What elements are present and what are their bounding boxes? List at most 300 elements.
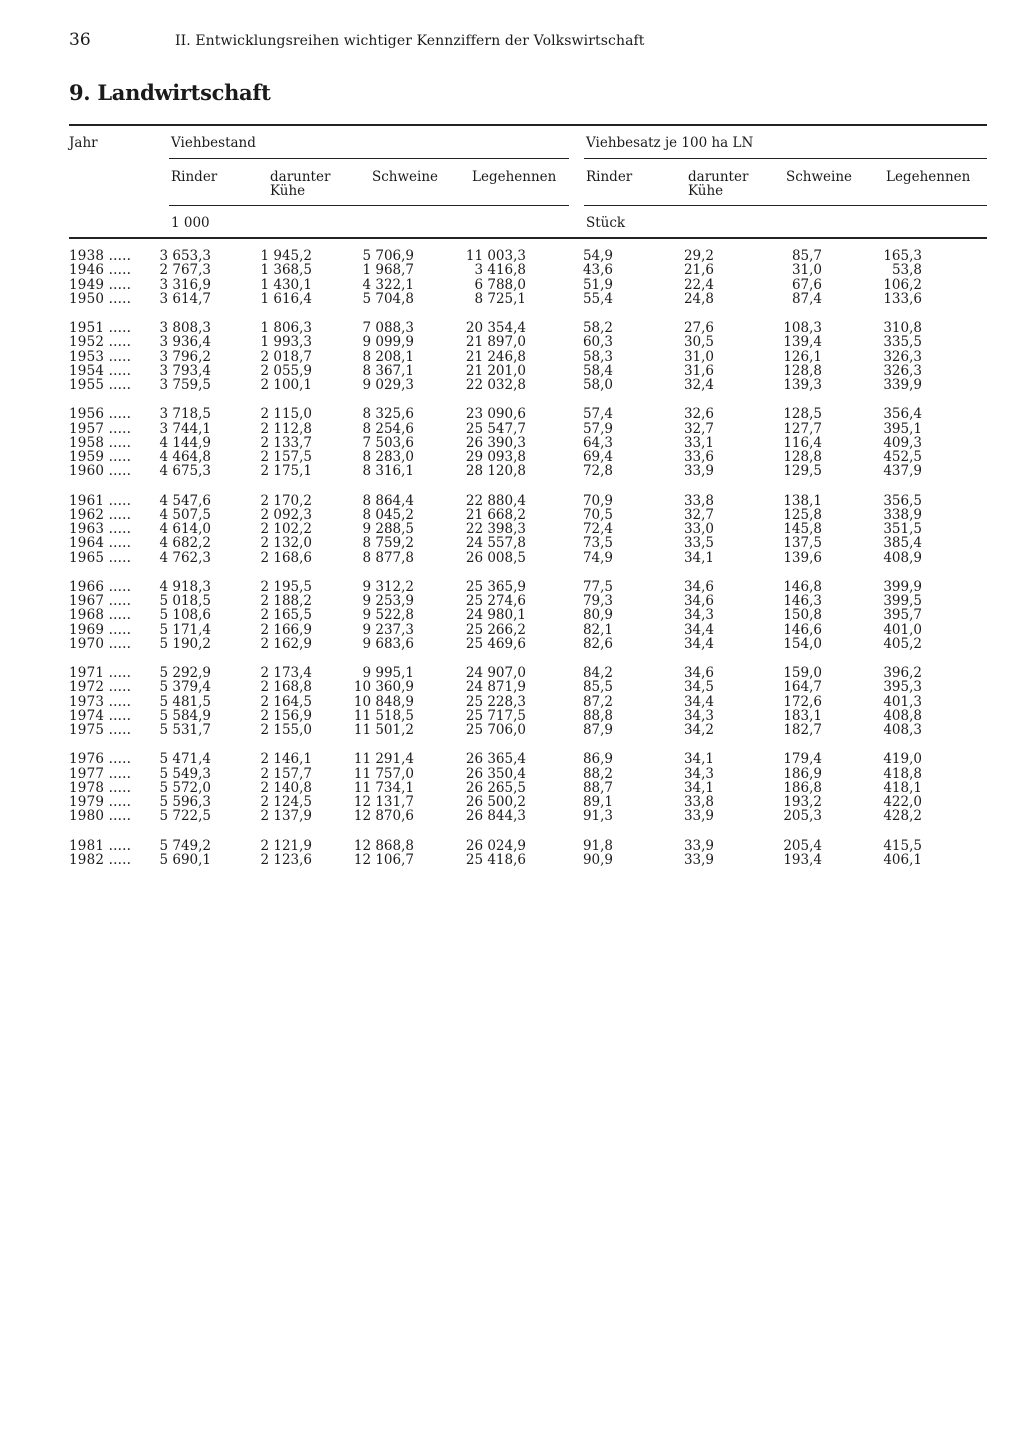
- table-cell: 33,9: [683, 837, 714, 854]
- table-cell: 34,5: [683, 679, 714, 696]
- table-cell: 30,5: [683, 334, 714, 351]
- table-cell: 172,6: [783, 693, 822, 710]
- table-cell: 21 897,0: [465, 334, 526, 351]
- table-cell: 8 367,1: [362, 362, 414, 379]
- table-cell: 24 557,8: [465, 535, 526, 552]
- table-cell: 11 734,1: [353, 779, 414, 796]
- table-cell: 34,3: [683, 607, 714, 624]
- unit-label-viehbesatz: Stück: [586, 215, 626, 231]
- table-cell: 24,8: [683, 290, 714, 307]
- table-cell: 10 848,9: [353, 693, 414, 710]
- table-cell: 87,9: [582, 722, 613, 738]
- table-cell: 11 501,2: [353, 722, 414, 738]
- table-cell: 356,5: [883, 492, 922, 509]
- table-cell: 34,1: [683, 549, 714, 566]
- row-year: 1981 .....: [69, 837, 132, 854]
- table-cell: 12 106,7: [353, 851, 414, 868]
- table-cell: 60,3: [582, 334, 613, 351]
- row-year: 1969 .....: [69, 621, 132, 638]
- table-cell: 34,2: [683, 722, 714, 738]
- table-cell: 5 171,4: [159, 621, 211, 638]
- table-cell: 5 481,5: [159, 693, 211, 710]
- table-cell: 138,1: [783, 492, 822, 509]
- table-cell: 385,4: [883, 535, 922, 552]
- table-cell: 31,0: [683, 348, 714, 365]
- table-cell: 4 144,9: [159, 434, 211, 451]
- table-cell: 3 796,2: [159, 348, 211, 365]
- table-cell: 7 088,3: [362, 320, 414, 336]
- table-cell: 58,2: [582, 320, 613, 336]
- table-cell: 86,9: [582, 751, 613, 768]
- row-year: 1952 .....: [69, 334, 132, 351]
- table-cell: 82,1: [582, 621, 613, 638]
- table-cell: 2 166,9: [260, 621, 312, 638]
- table-cell: 2 124,5: [260, 794, 312, 810]
- table-cell: 34,4: [683, 635, 714, 652]
- column-header-legehennen-je-100ha: Legehennen: [886, 169, 971, 185]
- table-cell: 3 936,4: [159, 334, 211, 351]
- table-cell: 9 029,3: [362, 377, 414, 393]
- table-cell: 58,0: [582, 377, 613, 393]
- table-cell: 22 880,4: [465, 492, 526, 509]
- table-cell: 2 146,1: [260, 751, 312, 768]
- table-cell: 20 354,4: [465, 320, 526, 336]
- column-header-rinder: Rinder: [171, 169, 218, 185]
- table-cell: 25 266,2: [465, 621, 526, 638]
- table-cell: 2 767,3: [159, 262, 211, 279]
- table-cell: 33,6: [683, 449, 714, 465]
- table-cell: 88,8: [582, 707, 613, 724]
- table-cell: 338,9: [883, 506, 922, 523]
- table-cell: 88,7: [582, 779, 613, 796]
- table-cell: 2 092,3: [260, 506, 312, 523]
- table-cell: 24 871,9: [465, 679, 526, 696]
- table-cell: 3 808,3: [159, 320, 211, 336]
- table-cell: 2 100,1: [260, 377, 312, 393]
- table-cell: 408,3: [883, 722, 922, 738]
- table-cell: 3 744,1: [159, 420, 211, 437]
- running-head: II. Entwicklungsreihen wichtiger Kennziffern der Volkswirtschaft: [175, 33, 645, 49]
- table-cell: 21 246,8: [465, 348, 526, 365]
- table-cell: 8 283,0: [362, 449, 414, 465]
- table-cell: 91,3: [582, 808, 613, 825]
- table-cell: 77,5: [582, 578, 613, 595]
- table-cell: 395,1: [883, 420, 922, 437]
- table-cell: 326,3: [883, 348, 922, 365]
- table-cell: 5 471,4: [159, 751, 211, 768]
- table-cell: 25 274,6: [465, 593, 526, 609]
- table-cell: 5 722,5: [159, 808, 211, 825]
- table-cell: 419,0: [883, 751, 922, 768]
- table-cell: 146,6: [783, 621, 822, 638]
- table-cell: 31,0: [791, 262, 822, 279]
- table-cell: 43,6: [582, 262, 613, 279]
- table-cell: 22 032,8: [465, 377, 526, 393]
- row-year: 1972 .....: [69, 679, 132, 696]
- table-cell: 339,9: [883, 377, 922, 393]
- table-cell: 1 368,5: [260, 262, 312, 279]
- table-cell: 5 584,9: [159, 707, 211, 724]
- table-cell: 12 131,7: [353, 794, 414, 810]
- table-cell: 24 907,0: [465, 665, 526, 681]
- row-year: 1971 .....: [69, 665, 132, 681]
- table-cell: 428,2: [883, 808, 922, 825]
- table-cell: 72,8: [582, 463, 613, 480]
- table-cell: 5 749,2: [159, 837, 211, 854]
- table-cell: 452,5: [883, 449, 922, 465]
- table-cell: 4 682,2: [159, 535, 211, 552]
- table-cell: 33,9: [683, 808, 714, 825]
- table-cell: 8 316,1: [362, 463, 414, 480]
- row-year: 1977 .....: [69, 765, 132, 782]
- table-cell: 310,8: [883, 320, 922, 336]
- column-header-legehennen: Legehennen: [472, 169, 557, 185]
- table-cell: 8 877,8: [362, 549, 414, 566]
- table-cell: 9 312,2: [362, 578, 414, 595]
- table-cell: 4 547,6: [159, 492, 211, 509]
- row-year: 1967 .....: [69, 593, 132, 609]
- table-cell: 326,3: [883, 362, 922, 379]
- table-cell: 205,4: [783, 837, 822, 854]
- row-year: 1962 .....: [69, 506, 132, 523]
- table-cell: 406,1: [883, 851, 922, 868]
- table-cell: 67,6: [791, 276, 822, 293]
- table-cell: 1 806,3: [260, 320, 312, 336]
- table-cell: 87,4: [791, 290, 822, 307]
- table-cell: 33,1: [683, 434, 714, 451]
- table-cell: 179,4: [783, 751, 822, 768]
- table-cell: 9 522,8: [362, 607, 414, 624]
- table-cell: 1 993,3: [260, 334, 312, 351]
- table-top-rule: [69, 124, 987, 126]
- table-cell: 24 980,1: [465, 607, 526, 624]
- table-cell: 4 507,5: [159, 506, 211, 523]
- table-cell: 5 190,2: [159, 635, 211, 652]
- table-cell: 351,5: [883, 521, 922, 537]
- table-cell: 150,8: [783, 607, 822, 624]
- table-cell: 58,4: [582, 362, 613, 379]
- table-cell: 70,5: [582, 506, 613, 523]
- table-cell: 165,3: [883, 248, 922, 264]
- table-cell: 32,7: [683, 420, 714, 437]
- table-cell: 22 398,3: [465, 521, 526, 537]
- table-cell: 26 365,4: [465, 751, 526, 768]
- table-cell: 9 099,9: [362, 334, 414, 351]
- column-header-year: Jahr: [69, 135, 98, 151]
- table-cell: 34,6: [683, 593, 714, 609]
- table-cell: 3 759,5: [159, 377, 211, 393]
- table-cell: 2 195,5: [260, 578, 312, 595]
- table-cell: 25 717,5: [465, 707, 526, 724]
- table-cell: 2 140,8: [260, 779, 312, 796]
- header-bottom-rule: [69, 237, 987, 239]
- table-cell: 5 549,3: [159, 765, 211, 782]
- table-cell: 29 093,8: [465, 449, 526, 465]
- row-year: 1949 .....: [69, 276, 132, 293]
- table-cell: 34,1: [683, 779, 714, 796]
- row-year: 1955 .....: [69, 377, 132, 393]
- table-cell: 8 325,6: [362, 406, 414, 423]
- table-cell: 28 120,8: [465, 463, 526, 480]
- row-year: 1979 .....: [69, 794, 132, 810]
- table-cell: 12 868,8: [353, 837, 414, 854]
- row-year: 1956 .....: [69, 406, 132, 423]
- row-year: 1964 .....: [69, 535, 132, 552]
- table-cell: 85,5: [582, 679, 613, 696]
- table-cell: 8 208,1: [362, 348, 414, 365]
- table-cell: 3 416,8: [474, 262, 526, 279]
- table-cell: 84,2: [582, 665, 613, 681]
- table-cell: 5 108,6: [159, 607, 211, 624]
- table-cell: 33,8: [683, 492, 714, 509]
- table-cell: 25 365,9: [465, 578, 526, 595]
- table-cell: 54,9: [582, 248, 613, 264]
- table-cell: 21 668,2: [465, 506, 526, 523]
- table-cell: 1 945,2: [260, 248, 312, 264]
- table-cell: 2 123,6: [260, 851, 312, 868]
- table-cell: 11 003,3: [465, 248, 526, 264]
- table-cell: 34,4: [683, 621, 714, 638]
- table-cell: 55,4: [582, 290, 613, 307]
- page-number: 36: [69, 30, 91, 50]
- table-cell: 3 614,7: [159, 290, 211, 307]
- table-cell: 128,8: [783, 449, 822, 465]
- row-year: 1980 .....: [69, 808, 132, 825]
- group-rule-viehbestand: [169, 158, 569, 159]
- table-cell: 164,7: [783, 679, 822, 696]
- table-cell: 128,5: [783, 406, 822, 423]
- table-cell: 34,3: [683, 765, 714, 782]
- table-cell: 139,4: [783, 334, 822, 351]
- column-rule-viehbesatz: [584, 205, 987, 206]
- table-cell: 401,0: [883, 621, 922, 638]
- table-cell: 186,8: [783, 779, 822, 796]
- table-cell: 51,9: [582, 276, 613, 293]
- group-header-viehbestand: Viehbestand: [171, 135, 256, 151]
- table-cell: 399,5: [883, 593, 922, 609]
- table-cell: 2 112,8: [260, 420, 312, 437]
- table-cell: 2 133,7: [260, 434, 312, 451]
- row-year: 1961 .....: [69, 492, 132, 509]
- column-header-kuehe: darunter Kühe: [270, 169, 331, 199]
- table-cell: 88,2: [582, 765, 613, 782]
- table-cell: 2 137,9: [260, 808, 312, 825]
- table-cell: 64,3: [582, 434, 613, 451]
- table-cell: 57,4: [582, 406, 613, 423]
- row-year: 1978 .....: [69, 779, 132, 796]
- table-cell: 90,9: [582, 851, 613, 868]
- table-cell: 26 008,5: [465, 549, 526, 566]
- table-cell: 22,4: [683, 276, 714, 293]
- row-year: 1946 .....: [69, 262, 132, 279]
- table-cell: 11 518,5: [353, 707, 414, 724]
- table-cell: 2 157,7: [260, 765, 312, 782]
- table-cell: 4 762,3: [159, 549, 211, 566]
- table-cell: 395,7: [883, 607, 922, 624]
- table-cell: 26 024,9: [465, 837, 526, 854]
- table-cell: 396,2: [883, 665, 922, 681]
- group-header-viehbesatz: Viehbesatz je 100 ha LN: [586, 135, 754, 151]
- table-cell: 21,6: [683, 262, 714, 279]
- table-cell: 127,7: [783, 420, 822, 437]
- table-cell: 2 115,0: [260, 406, 312, 423]
- table-cell: 26 350,4: [465, 765, 526, 782]
- table-cell: 34,6: [683, 665, 714, 681]
- table-cell: 205,3: [783, 808, 822, 825]
- table-cell: 137,5: [783, 535, 822, 552]
- table-cell: 74,9: [582, 549, 613, 566]
- table-cell: 139,6: [783, 549, 822, 566]
- table-cell: 125,8: [783, 506, 822, 523]
- table-cell: 126,1: [783, 348, 822, 365]
- table-cell: 79,3: [582, 593, 613, 609]
- row-year: 1970 .....: [69, 635, 132, 652]
- table-cell: 32,7: [683, 506, 714, 523]
- table-cell: 89,1: [582, 794, 613, 810]
- table-cell: 32,4: [683, 377, 714, 393]
- table-cell: 2 155,0: [260, 722, 312, 738]
- table-cell: 2 170,2: [260, 492, 312, 509]
- table-cell: 8 254,6: [362, 420, 414, 437]
- table-cell: 9 237,3: [362, 621, 414, 638]
- table-cell: 356,4: [883, 406, 922, 423]
- table-cell: 25 418,6: [465, 851, 526, 868]
- table-cell: 2 175,1: [260, 463, 312, 480]
- table-cell: 73,5: [582, 535, 613, 552]
- table-cell: 9 683,6: [362, 635, 414, 652]
- table-cell: 415,5: [883, 837, 922, 854]
- table-cell: 10 360,9: [353, 679, 414, 696]
- table-cell: 182,7: [783, 722, 822, 738]
- row-year: 1968 .....: [69, 607, 132, 624]
- table-cell: 4 675,3: [159, 463, 211, 480]
- table-cell: 408,9: [883, 549, 922, 566]
- column-header-kuehe-je-100ha: darunter Kühe: [688, 169, 749, 199]
- table-cell: 3 718,5: [159, 406, 211, 423]
- table-cell: 5 018,5: [159, 593, 211, 609]
- table-cell: 33,9: [683, 851, 714, 868]
- row-year: 1974 .....: [69, 707, 132, 724]
- table-cell: 69,4: [582, 449, 613, 465]
- table-cell: 26 390,3: [465, 434, 526, 451]
- table-cell: 82,6: [582, 635, 613, 652]
- table-cell: 133,6: [883, 290, 922, 307]
- table-cell: 4 464,8: [159, 449, 211, 465]
- table-cell: 418,8: [883, 765, 922, 782]
- row-year: 1960 .....: [69, 463, 132, 480]
- table-cell: 87,2: [582, 693, 613, 710]
- table-cell: 31,6: [683, 362, 714, 379]
- table-cell: 1 968,7: [362, 262, 414, 279]
- table-cell: 33,9: [683, 463, 714, 480]
- table-cell: 53,8: [891, 262, 922, 279]
- table-cell: 335,5: [883, 334, 922, 351]
- column-header-schweine: Schweine: [372, 169, 439, 185]
- table-cell: 2 188,2: [260, 593, 312, 609]
- table-cell: 8 759,2: [362, 535, 414, 552]
- table-cell: 11 291,4: [353, 751, 414, 768]
- table-cell: 2 055,9: [260, 362, 312, 379]
- table-cell: 5 379,4: [159, 679, 211, 696]
- table-cell: 25 547,7: [465, 420, 526, 437]
- table-cell: 2 132,0: [260, 535, 312, 552]
- table-cell: 409,3: [883, 434, 922, 451]
- table-cell: 8 045,2: [362, 506, 414, 523]
- table-cell: 26 500,2: [465, 794, 526, 810]
- table-cell: 186,9: [783, 765, 822, 782]
- table-cell: 33,8: [683, 794, 714, 810]
- table-cell: 2 018,7: [260, 348, 312, 365]
- row-year: 1966 .....: [69, 578, 132, 595]
- table-cell: 11 757,0: [353, 765, 414, 782]
- table-cell: 4 614,0: [159, 521, 211, 537]
- table-cell: 193,2: [783, 794, 822, 810]
- unit-label-viehbestand: 1 000: [171, 215, 210, 231]
- table-cell: 2 165,5: [260, 607, 312, 624]
- table-cell: 2 168,8: [260, 679, 312, 696]
- table-cell: 8 864,4: [362, 492, 414, 509]
- table-cell: 395,3: [883, 679, 922, 696]
- row-year: 1950 .....: [69, 290, 132, 307]
- table-cell: 129,5: [783, 463, 822, 480]
- table-cell: 57,9: [582, 420, 613, 437]
- table-cell: 108,3: [783, 320, 822, 336]
- table-cell: 1 616,4: [260, 290, 312, 307]
- table-cell: 145,8: [783, 521, 822, 537]
- table-cell: 29,2: [683, 248, 714, 264]
- table-cell: 6 788,0: [474, 276, 526, 293]
- row-year: 1976 .....: [69, 751, 132, 768]
- table-cell: 437,9: [883, 463, 922, 480]
- table-cell: 34,6: [683, 578, 714, 595]
- row-year: 1973 .....: [69, 693, 132, 710]
- table-cell: 32,6: [683, 406, 714, 423]
- table-cell: 70,9: [582, 492, 613, 509]
- table-cell: 2 157,5: [260, 449, 312, 465]
- table-cell: 9 995,1: [362, 665, 414, 681]
- table-cell: 9 253,9: [362, 593, 414, 609]
- table-cell: 3 653,3: [159, 248, 211, 264]
- table-cell: 128,8: [783, 362, 822, 379]
- table-cell: 26 844,3: [465, 808, 526, 825]
- table-cell: 116,4: [783, 434, 822, 451]
- table-cell: 5 706,9: [362, 248, 414, 264]
- table-cell: 5 596,3: [159, 794, 211, 810]
- table-cell: 72,4: [582, 521, 613, 537]
- table-cell: 33,5: [683, 535, 714, 552]
- group-rule-viehbesatz: [584, 158, 987, 159]
- row-year: 1957 .....: [69, 420, 132, 437]
- table-cell: 399,9: [883, 578, 922, 595]
- table-cell: 193,4: [783, 851, 822, 868]
- table-cell: 418,1: [883, 779, 922, 796]
- table-cell: 34,3: [683, 707, 714, 724]
- row-year: 1938 .....: [69, 248, 132, 264]
- table-cell: 33,0: [683, 521, 714, 537]
- row-year: 1965 .....: [69, 549, 132, 566]
- table-cell: 2 156,9: [260, 707, 312, 724]
- table-cell: 106,2: [883, 276, 922, 293]
- table-cell: 139,3: [783, 377, 822, 393]
- table-cell: 80,9: [582, 607, 613, 624]
- table-cell: 26 265,5: [465, 779, 526, 796]
- table-cell: 5 531,7: [159, 722, 211, 738]
- table-cell: 4 918,3: [159, 578, 211, 595]
- row-year: 1954 .....: [69, 362, 132, 379]
- row-year: 1958 .....: [69, 434, 132, 451]
- table-cell: 408,8: [883, 707, 922, 724]
- table-cell: 9 288,5: [362, 521, 414, 537]
